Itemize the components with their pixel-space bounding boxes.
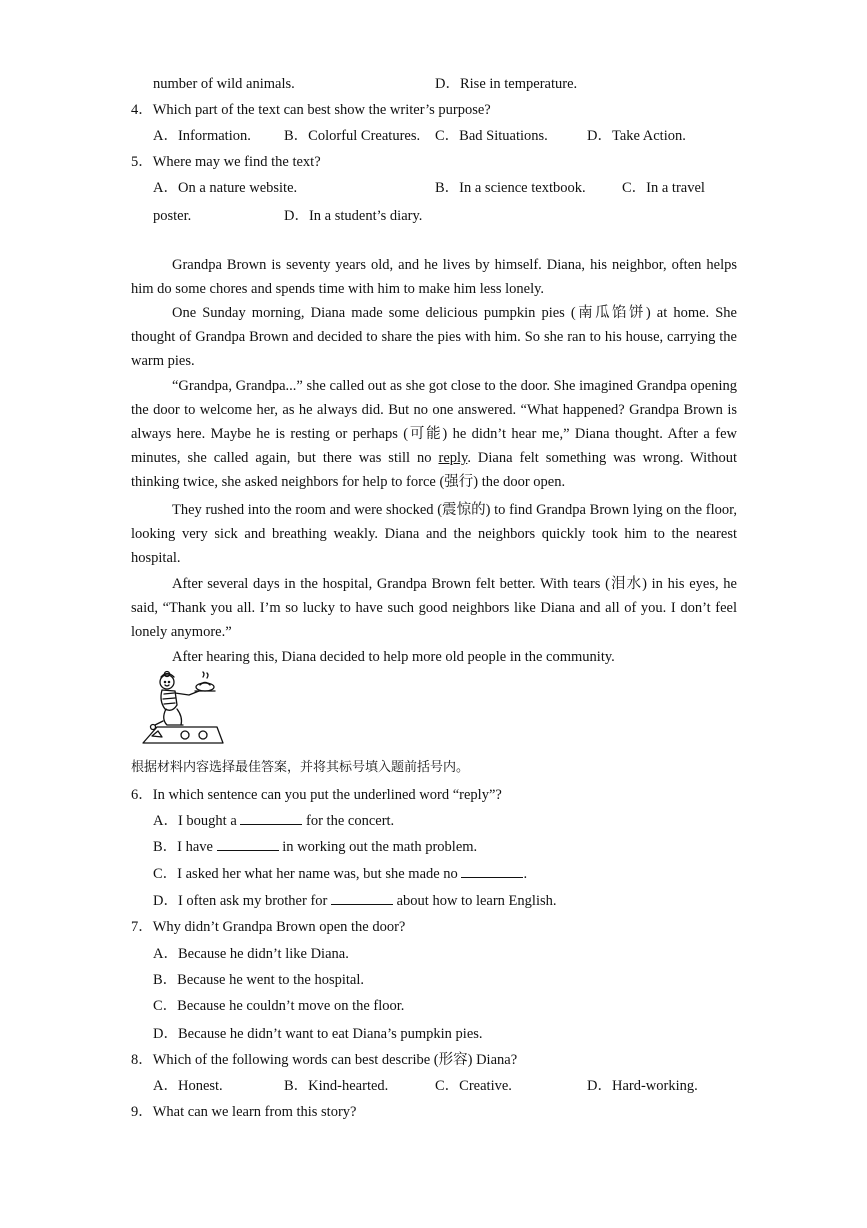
q6-option-a: A．I bought a for the concert. [153,813,395,829]
q4-option-c: C．Bad Situations. [435,128,548,144]
q4-stem: 4．Which part of the text can best show the writer’s purpose? [131,102,491,118]
q6-option-d: D．I often ask my brother for about how to learn English. [153,893,557,909]
q8-option-b: B．Kind-hearted. [284,1078,389,1094]
q8-option-a: A．Honest. [153,1078,223,1094]
q3-option-d: D．Rise in temperature. [435,76,578,92]
answer-blank [240,812,302,825]
q4-option-d: D．Take Action. [587,128,686,144]
q7-option-b: B．Because he went to the hospital. [153,972,365,988]
q4-option-b: B．Colorful Creatures. [284,128,421,144]
q6-option-b: B．I have in working out the math problem. [153,839,478,855]
q5-option-c-continued: poster. [153,208,192,224]
answer-blank [331,892,393,905]
passage-paragraph-6: After hearing this, Diana decided to help more old people in the community. [172,649,615,665]
instruction-text: 根据材料内容选择最佳答案，并将其标号填入题前括号内。 [131,760,470,775]
q7-option-c: C．Because he couldn’t move on the floor. [153,998,405,1014]
passage-paragraph-4: They rushed into the room and were shocked (震惊的) to find Grandpa Brown lying on the floor, looking very sick and breathing weakly. Diana and the neighbors quickly took him to the nearest hospital. [131,502,737,566]
q8-stem: 8．Which of the following words can best describe (形容) Diana? [131,1052,518,1068]
q6-stem: 6．In which sentence can you put the underlined word “reply”? [131,787,502,803]
q5-option-c: C．In a travel [622,180,705,196]
q9-stem: 9．What can we learn from this story? [131,1104,357,1120]
answer-blank [217,838,279,851]
q5-option-a: A．On a nature website. [153,180,298,196]
passage-paragraph-1: Grandpa Brown is seventy years old, and he lives by himself. Diana, his neighbor, often helps him do some chores and spends time with him to make him less lonely. [131,257,737,297]
q5-option-d: D．In a student’s diary. [284,208,423,224]
q8-option-c: C．Creative. [435,1078,512,1094]
passage-paragraph-5: After several days in the hospital, Grandpa Brown felt better. With tears (泪水) in his eyes, he said, “Thank you all. I’m so lucky to have such good neighbors like Diana and all of you. I don’t feel lonely anymore.” [131,576,737,640]
q6-option-c: C．I asked her what her name was, but she made no . [153,866,528,882]
passage-paragraph-2: One Sunday morning, Diana made some delicious pumpkin pies (南瓜馅饼) at home. She thought of Grandpa Brown and decided to share the pies with him. So she ran to his house, carrying the warm pies. [131,305,737,369]
q5-option-b: B．In a science textbook. [435,180,586,196]
q4-option-a: A．Information. [153,128,251,144]
q5-stem: 5．Where may we find the text? [131,154,321,170]
q7-option-a: A．Because he didn’t like Diana. [153,946,349,962]
q7-stem: 7．Why didn’t Grandpa Brown open the door? [131,919,406,935]
q3-option-c-continued: number of wild animals. [153,76,295,92]
q7-option-d: D．Because he didn’t want to eat Diana’s pumpkin pies. [153,1026,483,1042]
passage-paragraph-3: “Grandpa, Grandpa...” she called out as she got close to the door. She imagined Grandpa opening the door to welcome her, as he always did. But no one answered. “What happened? Grandpa Brown is always here. Maybe he is resting or perhaps (可能) he didn’t hear me,” Diana thought. After a few minutes, she called again, but there was still no reply. Diana felt something was wrong. Without thinking twice, she asked neighbors for help to force (强行) the door open. [131,378,737,490]
girl-carrying-pies-illustration [137,669,227,751]
answer-blank [461,865,523,878]
underlined-word-reply: reply [438,450,468,466]
q8-option-d: D．Hard-working. [587,1078,698,1094]
